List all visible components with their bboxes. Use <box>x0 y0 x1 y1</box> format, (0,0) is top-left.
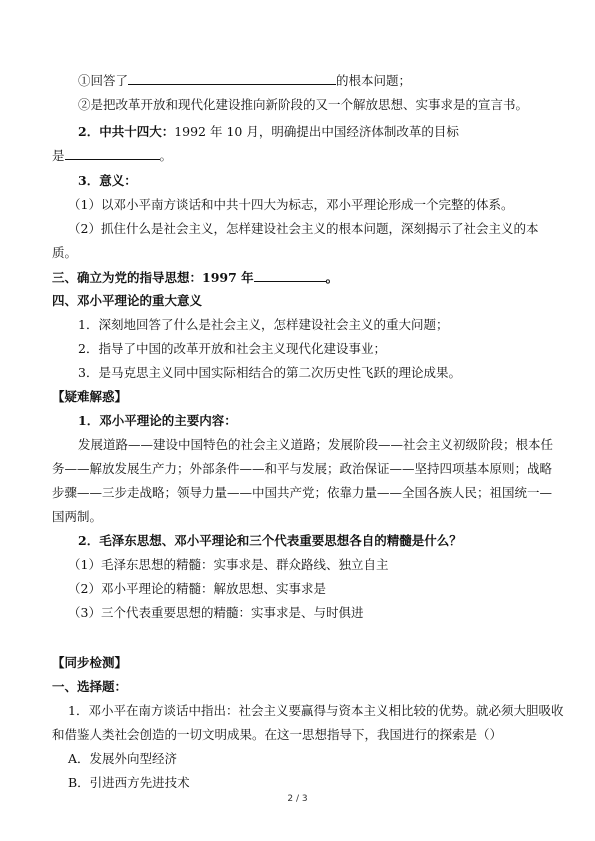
meaning-item-1: 1．深刻地回答了什么是社会主义，怎样建设社会主义的重大问题； <box>78 317 449 332</box>
point-14th-congress-cont: 是 。 <box>52 148 173 163</box>
qa-answer-1-line-1: 发展道路——建设中国特色的社会主义道路；发展阶段——社会主义初级阶段；根本任 <box>78 437 554 452</box>
fill-blank-2[interactable] <box>65 147 160 160</box>
question-1-line-1: 1．邓小平在南方谈话中指出：社会主义要赢得与资本主义相比较的优势。就必须大胆吸收 <box>68 703 564 718</box>
meaning-item-2: 2．指导了中国的改革开放和社会主义现代化建设事业； <box>78 341 386 356</box>
qa-question-1: 1．邓小平理论的主要内容： <box>78 413 237 428</box>
fill-blank-3[interactable] <box>254 269 326 282</box>
section-test-heading: 【同步检测】 <box>52 655 128 670</box>
page-number: 2 / 3 <box>287 794 308 804</box>
meaning-item-3: 3．是马克思主义同中国实际相结合的第二次历史性飞跃的理论成果。 <box>78 365 461 380</box>
qa-answer-1-line-4: 国两制。 <box>52 509 103 524</box>
section-three-heading: 三、确立为党的指导思想：1997 年 。 <box>52 270 339 285</box>
heading-significance: 3．意义： <box>78 173 137 188</box>
option-a[interactable]: A．发展外向型经济 <box>68 751 178 766</box>
qa-answer-1-line-2: 务——解放发展生产力；外部条件——和平与发展；政治保证——坚持四项基本原则；战略 <box>52 461 553 476</box>
qa-answer-2-item-2: （2）邓小平理论的精髓：解放思想、实事求是 <box>68 581 326 596</box>
qa-answer-1-line-3: 步骤——三步走战略；领导力量——中国共产党；依靠力量——全国各族人民；祖国统一— <box>52 485 553 500</box>
significance-1: （1）以邓小平南方谈话和中共十四大为标志，邓小平理论形成一个完整的体系。 <box>68 197 514 212</box>
option-b[interactable]: B．引进西方先进技术 <box>68 775 190 790</box>
fill-blank-1[interactable] <box>128 72 336 85</box>
qa-question-2: 2．毛泽东思想、邓小平理论和三个代表重要思想各自的精髓是什么？ <box>78 533 462 548</box>
answer-line-1: ①回答了 的根本问题； <box>78 73 412 88</box>
significance-2: （2）抓住什么是社会主义，怎样建设社会主义的根本问题，深刻揭示了社会主义的本 <box>68 221 539 236</box>
significance-2-cont: 质。 <box>52 245 78 260</box>
qa-answer-2-item-1: （1）毛泽东思想的精髓：实事求是、群众路线、独立自主 <box>68 557 389 572</box>
answer-line-2: ②是把改革开放和现代化建设推向新阶段的又一个解放思想、实事求是的宣言书。 <box>78 97 529 112</box>
qa-answer-2-item-3: （3）三个代表重要思想的精髓：实事求是、与时俱进 <box>68 605 364 620</box>
choice-section-heading: 一、选择题： <box>52 679 128 694</box>
question-1-line-2: 和借鉴人类社会创造的一切文明成果。在这一思想指导下，我国进行的探索是（） <box>52 727 503 742</box>
point-14th-congress: 2．中共十四大：1992 年 10 月，明确提出中国经济体制改革的目标 <box>78 124 459 139</box>
section-qa-heading: 【疑难解惑】 <box>52 389 128 404</box>
section-four-heading: 四、邓小平理论的重大意义 <box>52 293 203 308</box>
